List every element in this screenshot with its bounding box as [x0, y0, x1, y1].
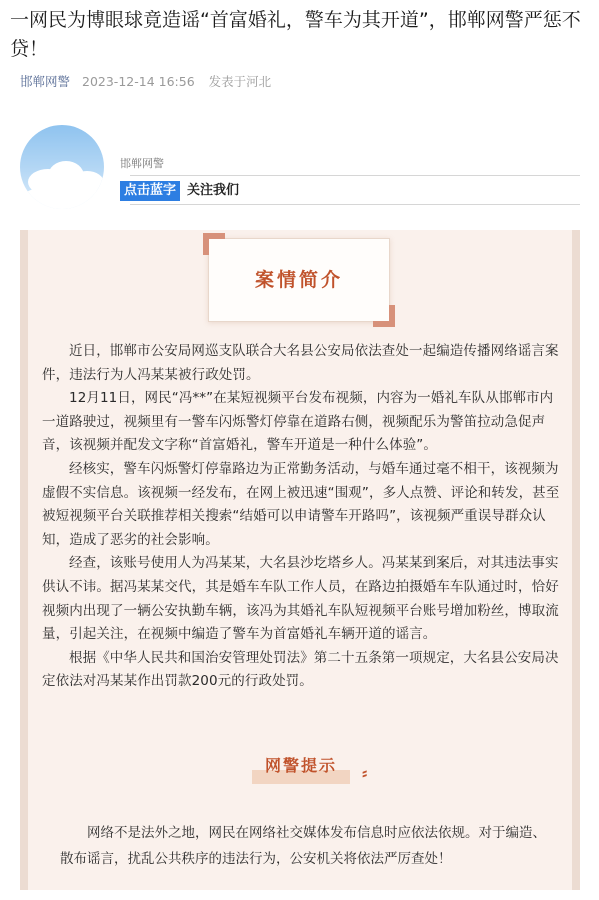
click-blue-text-badge[interactable]: 点击蓝字 — [120, 181, 180, 201]
corner-decoration — [203, 233, 209, 255]
article-meta — [20, 72, 271, 90]
case-body — [42, 340, 562, 694]
publish-date: 2023-12-14 16:56 — [82, 74, 195, 89]
police-tip-body — [60, 820, 550, 872]
case-summary-heading-box — [208, 238, 390, 322]
case-paragraph: 近日，邯郸市公安局网巡支队联合大名县公安局依法查处一起编造传播网络谣言案件，违法行为人冯某某被行政处罚。 — [42, 343, 559, 383]
publish-location: 发表于河北 — [208, 74, 272, 89]
police-tip-heading-box — [252, 749, 368, 787]
card-border-right — [572, 230, 580, 890]
account-avatar[interactable] — [20, 125, 104, 209]
article-card — [20, 230, 580, 890]
corner-decoration — [389, 305, 395, 327]
case-paragraph: 12月11日，网民“冯**”在某短视频平台发布视频，内容为一婚礼车队从邯郸市内一道路驶过，视频里有一警车闪烁警灯停靠在道路右侧，视频配乐为警笛拉动急促声音，该视频并配发文字称“首富婚礼，警车开道是一种什么体验”。 — [42, 390, 554, 454]
case-paragraph: 根据《中华人民共和国治安管理处罚法》第二十五条第一项规定，大名县公安局决定依法对冯某某作出罚款200元的行政处罚。 — [42, 649, 559, 690]
divider — [130, 204, 580, 205]
cloud-shape — [20, 185, 104, 209]
follow-banner[interactable] — [20, 125, 580, 210]
card-border-left — [20, 230, 28, 890]
case-paragraph: 经查，该账号使用人为冯某某，大名县沙圪塔乡人。冯某某到案后，对其违法事实供认不讳。据冯某某交代，其是婚车车队工作人员，在路边拍摄婚车车队通过时，恰好视频内出现了一辆公安执勤车辆，该冯为其婚礼车队短视频平台账号增加粉丝，博取流量，引起关注，在视频中编造了警车为首富婚礼车辆开道的谣言。 — [42, 555, 559, 643]
tip-paragraph: 网络不是法外之地，网民在网络社交媒体发布信息时应依法依规。对于编造、散布谣言，扰乱公共秩序的违法行为，公安机关将依法严厉查处！ — [60, 825, 546, 867]
divider — [130, 175, 580, 176]
account-link[interactable]: 邯郸网警 — [20, 74, 71, 89]
follow-us-text[interactable]: 关注我们 — [187, 183, 240, 198]
follow-account-name: 邯郸网警 — [120, 157, 164, 170]
police-tip-heading: 网警提示 — [264, 756, 337, 775]
decoration-mark-icon: ⸗ — [362, 763, 368, 782]
article-title: 一网民为博眼球竟造谣“首富婚礼，警车为其开道”，邯郸网警严惩不贷！ — [10, 9, 581, 60]
case-paragraph: 经核实，警车闪烁警灯停靠路边为正常勤务活动，与婚车通过毫不相干，该视频为虚假不实信息。该视频一经发布，在网上被迅速“围观”，多人点赞、评论和转发，甚至被短视频平台关联推荐相关搜索“结婚可以申请警车开路吗”，该视频严重误导群众认知，造成了恶劣的社会影响。 — [42, 460, 560, 548]
case-summary-heading: 案情简介 — [254, 269, 343, 291]
